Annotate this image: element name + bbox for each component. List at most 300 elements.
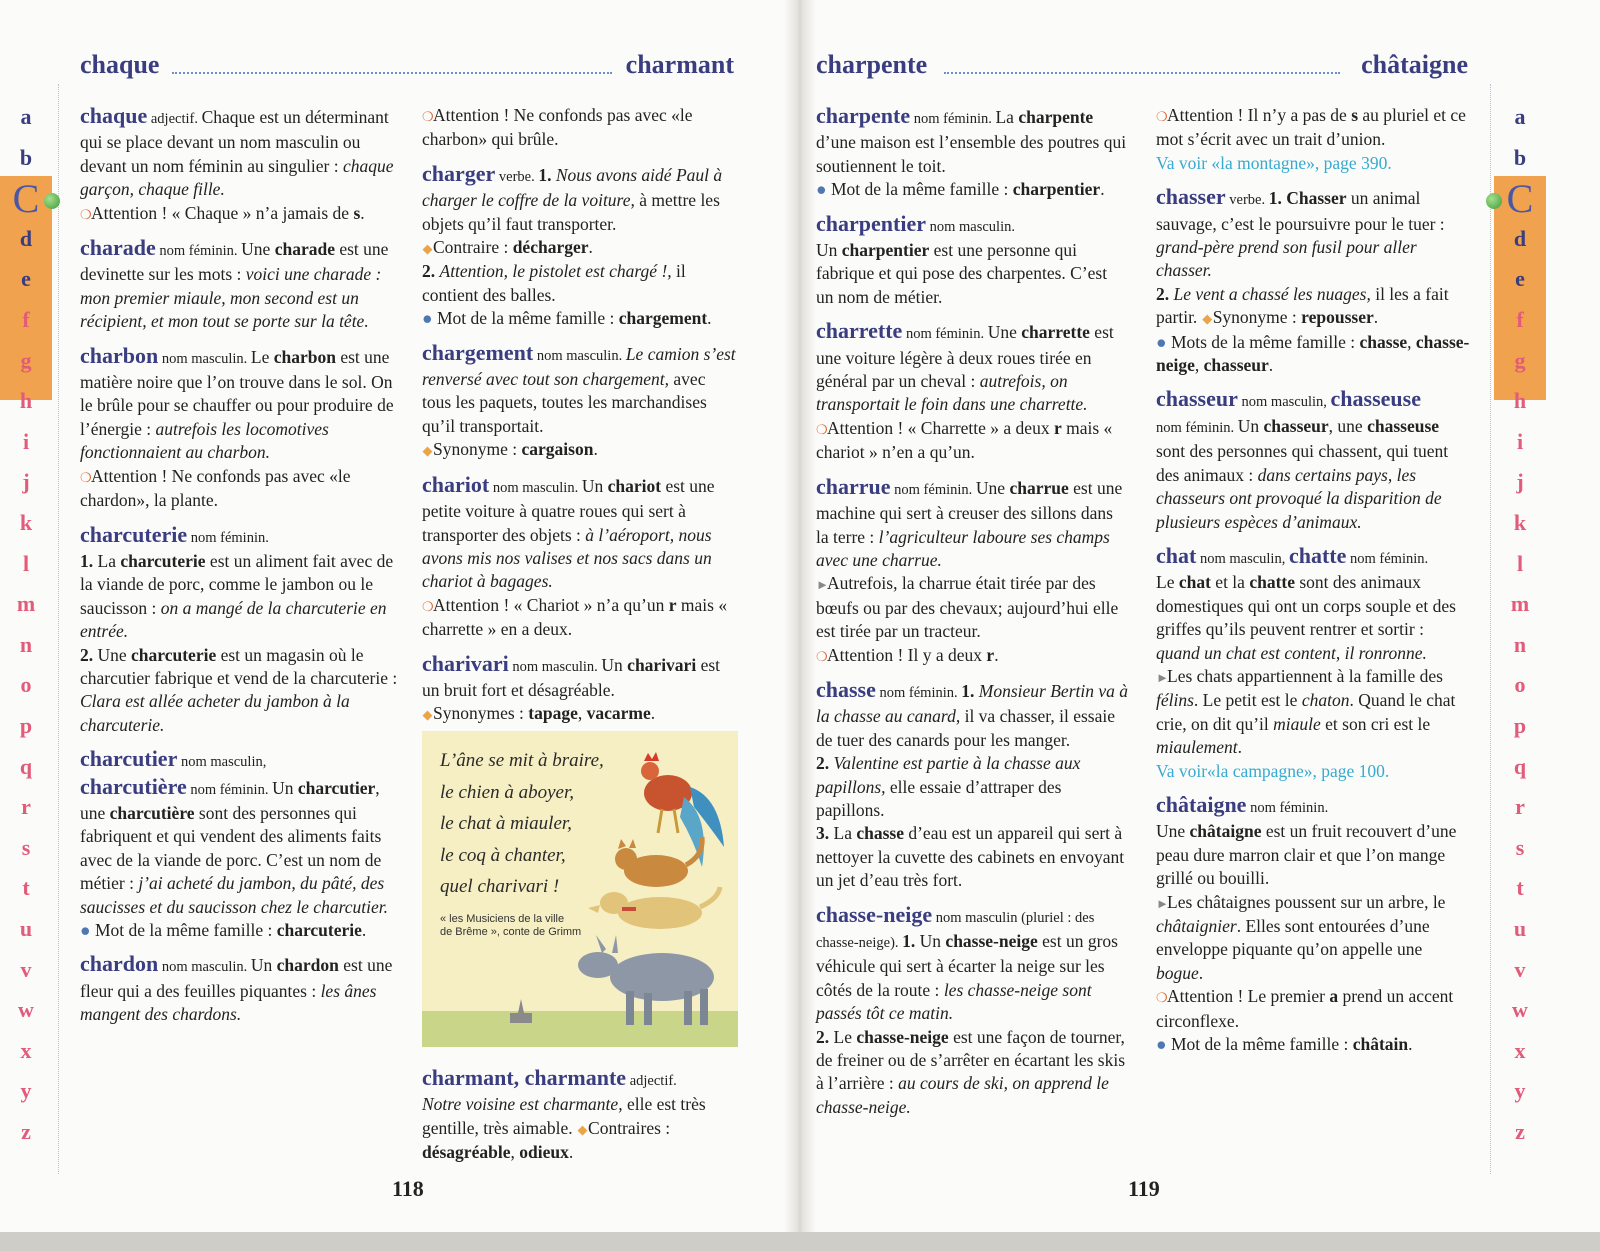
definition-text: à mettre les objets qu’il faut transporter. <box>422 190 720 234</box>
alphabet-letter-v[interactable]: v <box>20 956 32 982</box>
definition-text: Autrefois, la charrue était tirée par des bœufs ou par des chevaux; aujourd’hui elle est tirée par un tracteur. <box>816 573 1119 642</box>
definition-text: . <box>1237 737 1243 758</box>
definition-text: est une devinette sur les mots : <box>80 239 389 285</box>
synonym-icon: ◆ <box>422 443 433 459</box>
definition-text: d’une maison est l’ensemble des poutres qui soutiennent le toit. <box>816 132 1127 176</box>
dictionary-entry <box>1156 185 1472 377</box>
dictionary-entry <box>816 104 1128 202</box>
bold-term: charcuterie <box>120 550 206 571</box>
headword: chatte <box>1288 542 1347 568</box>
definition-text: Attention ! Il y a deux <box>827 644 987 665</box>
headword: charcutière <box>80 773 187 799</box>
page-number: 118 <box>392 1176 424 1201</box>
dictionary-entry <box>422 162 738 331</box>
alphabet-letter-a[interactable]: a <box>20 104 32 129</box>
definition-text: . <box>1268 355 1274 376</box>
alphabet-letter-i[interactable]: i <box>1516 428 1524 454</box>
info-icon: ► <box>816 577 829 593</box>
definition-text: Mot de la même famille : <box>432 308 619 329</box>
alphabet-letter-n[interactable]: n <box>19 631 33 657</box>
headword: chardon <box>80 951 159 977</box>
example: j’ai acheté du jambon, du pâté, des saucisses et du saucisson chez le charcutier. <box>80 873 388 917</box>
definition-text: mais « chariot » n’en a qu’un. <box>816 417 1113 463</box>
dictionary-entry <box>80 104 398 226</box>
definition-text: Un <box>581 475 608 496</box>
part-of-speech: nom féminin. <box>1156 419 1238 436</box>
headword: charmant <box>422 1065 514 1090</box>
part-of-speech: nom masculin. <box>508 658 602 675</box>
definition-text: Attention ! « Chariot » n’a qu’un <box>433 594 669 615</box>
alphabet-letter-c[interactable]: C <box>1506 176 1534 222</box>
definition-text: , <box>1407 331 1416 352</box>
poem-line: L’âne se mit à braire, <box>440 750 604 771</box>
sense-number: 1. <box>538 164 552 185</box>
alphabet-letter-o[interactable]: o <box>20 672 32 698</box>
dictionary-entry <box>422 652 738 727</box>
dictionary-entry <box>80 236 398 334</box>
alphabet-letter-f[interactable]: f <box>22 307 30 332</box>
bold-term: chasse <box>1359 331 1408 352</box>
bold-term: chatte <box>1249 572 1295 593</box>
definition-text: . <box>1373 307 1379 328</box>
definition-text: et la <box>1210 572 1250 593</box>
dictionary-entry <box>1156 104 1472 175</box>
family-icon: ● <box>1156 1034 1167 1055</box>
part-of-speech: nom masculin, <box>1196 550 1289 567</box>
definition-text: Attention ! « Chaque » n’a jamais de <box>91 202 354 223</box>
attention-icon: ❍ <box>80 469 92 485</box>
definition-text: Attention ! Il n’y a pas de <box>1167 105 1352 125</box>
poem-line: le coq à chanter, <box>440 844 566 866</box>
bold-term: a <box>1329 986 1339 1007</box>
definition-text: sont des animaux domestiques qui ont un corps souple et des griffes qu’ils peuvent rentrer et sortir : <box>1156 572 1456 640</box>
bold-term: charade <box>274 239 335 260</box>
headword: charmante <box>524 1065 627 1090</box>
definition-text: Un <box>250 955 277 976</box>
header-first-word: charpente <box>816 50 928 79</box>
bold-term: chasse-neige <box>1156 331 1470 376</box>
bold-term: charivari <box>627 654 697 675</box>
headword: charcutier <box>80 746 178 772</box>
right-page <box>816 0 1600 1232</box>
definition-text: Le <box>250 346 274 367</box>
bold-term: chasse-neige <box>856 1026 949 1047</box>
alphabet-letter-j[interactable]: j <box>22 469 30 495</box>
bold-term: repousser <box>1301 307 1374 328</box>
family-icon: ● <box>80 920 91 940</box>
poem-line: le chat à miauler, <box>440 813 572 835</box>
headword: chargement <box>422 339 534 365</box>
definition-text: est une fleur qui a des feuilles piquantes : <box>80 955 393 1001</box>
definition-text: elle essaie d’attraper des papillons. <box>816 776 1062 820</box>
alphabet-letter-w[interactable]: w <box>18 997 34 1023</box>
dictionary-entry <box>1156 544 1472 783</box>
alphabet-letter-i[interactable]: i <box>22 428 30 454</box>
part-of-speech: adjectif. <box>626 1073 677 1089</box>
dog-icon <box>588 887 720 929</box>
synonym-icon: ◆ <box>422 707 433 723</box>
example: chaton <box>1301 690 1350 711</box>
alphabet-letter-w[interactable]: w <box>1512 997 1528 1023</box>
definition-text: , une <box>1328 415 1368 436</box>
alphabet-letter-q[interactable]: q <box>1513 753 1527 779</box>
definition-text: et son cri est le <box>1320 713 1431 734</box>
definition-text: Contraire : <box>433 237 513 258</box>
bold-term: chasseuse <box>1367 415 1440 436</box>
alphabet-letter-u[interactable]: u <box>1513 916 1527 941</box>
sense-number: 2. <box>80 644 94 665</box>
definition-text: est une petite voiture à quatre roues qui sert à transporter des objets : <box>422 475 715 545</box>
headword: charrue <box>816 473 891 499</box>
headword: charbon <box>80 342 159 368</box>
alphabet-letter-y[interactable]: y <box>20 1078 32 1104</box>
definition-text: Les chats appartiennent à la famille des <box>1167 665 1443 686</box>
definition-text: est un aliment fait avec de la viande de porc, comme le jambon ou le saucisson : <box>80 550 394 618</box>
bold-term: chariot <box>607 475 662 496</box>
definition-text: Le <box>829 1026 857 1047</box>
alphabet-letter-a[interactable]: a <box>1514 104 1526 129</box>
alphabet-letter-n[interactable]: n <box>1513 631 1527 657</box>
attention-icon: ❍ <box>422 598 434 614</box>
bold-term: désagréable <box>422 1142 511 1163</box>
caption-line: de Brême », conte de Grimm <box>440 926 582 938</box>
bold-term: charrette <box>1021 322 1090 343</box>
definition-text: Attention ! Ne confonds pas avec «le charbon» qui brûle. <box>422 105 693 150</box>
margin-rule <box>1490 84 1491 1174</box>
family-icon: ● <box>816 179 827 200</box>
definition-text: Mot de la même famille : <box>826 179 1013 200</box>
alphabet-letter-z[interactable]: z <box>1515 1119 1525 1144</box>
bold-term: charpentier <box>841 240 930 261</box>
part-of-speech: nom féminin. <box>890 481 976 498</box>
bold-term: chargement <box>618 308 708 329</box>
alphabet-letter-t[interactable]: t <box>1516 875 1524 901</box>
headword: chasseuse <box>1330 386 1421 412</box>
definition-text: . <box>1408 1034 1413 1055</box>
dictionary-entry <box>80 344 398 513</box>
example: l’agriculteur laboure ses champs avec une charrue. <box>816 526 1110 570</box>
definition-text: Un <box>915 931 946 951</box>
alphabet-letter-f[interactable]: f <box>1516 307 1524 332</box>
bold-term: décharger <box>512 237 589 258</box>
definition-text: Chaque est un déterminant qui se place devant un nom masculin ou devant un nom féminin au singulier : <box>80 107 389 176</box>
definition-text: Un <box>601 654 628 675</box>
header-first-word: chaque <box>80 50 160 79</box>
definition-text: Attention ! Le premier <box>1167 986 1330 1007</box>
attention-icon: ❍ <box>1156 109 1168 124</box>
dictionary-entry <box>422 1066 738 1165</box>
definition-text: . <box>593 439 598 460</box>
column-left-2 <box>422 104 738 737</box>
example: les ânes mangent des chardons. <box>80 980 377 1025</box>
attention-icon: ❍ <box>422 109 434 124</box>
bold-term: charcuterie <box>131 644 217 665</box>
headword: chasse-neige <box>816 901 933 927</box>
definition-text: . <box>361 920 367 940</box>
bold-term: vacarme <box>586 703 651 724</box>
bold-term: chardon <box>276 955 339 976</box>
bold-term: chasseur <box>1203 355 1269 376</box>
column-right-2 <box>1156 104 1472 1066</box>
alphabet-letter-d[interactable]: d <box>1513 225 1527 251</box>
definition-text: . Quand le chat crie, on dit qu’il <box>1156 690 1456 734</box>
headword: chariot <box>422 471 490 497</box>
dictionary-entry <box>422 341 738 463</box>
example: Attention, le pistolet est chargé !, <box>439 261 672 282</box>
bold-term: charpentier <box>1012 179 1101 200</box>
definition-text: , <box>577 703 587 724</box>
definition-text: Contraires : <box>588 1117 671 1138</box>
alphabet-letter-v[interactable]: v <box>1514 956 1526 982</box>
left-page <box>0 0 784 1232</box>
bold-term: charrue <box>1009 477 1069 498</box>
example: Notre voisine est charmante, <box>422 1094 623 1115</box>
part-of-speech: adjectif. <box>147 111 202 127</box>
alphabet-letter-q[interactable]: q <box>19 753 33 779</box>
bold-term: r <box>1053 417 1062 438</box>
page-bottom-edge <box>0 1232 1600 1251</box>
example: félins <box>1156 690 1194 711</box>
alphabet-letter-b[interactable]: b <box>1513 144 1527 170</box>
see-also-link[interactable]: Va voir«la campagne», page 100. <box>1156 760 1390 781</box>
headword: chaque <box>80 103 148 128</box>
definition-text: Synonyme : <box>1212 307 1302 328</box>
example: Valentine est partie à la chasse aux papillons, <box>816 753 1081 797</box>
column-left-1 <box>80 104 398 1037</box>
part-of-speech: nom féminin. <box>187 529 269 546</box>
running-header <box>816 50 1468 86</box>
info-icon: ► <box>1156 895 1169 911</box>
definition-text: mais « charrette » en a deux. <box>422 594 728 640</box>
part-of-speech: nom féminin. <box>186 781 273 798</box>
alphabet-letter-g[interactable]: g <box>20 347 32 373</box>
alphabet-letter-s[interactable]: s <box>21 834 31 860</box>
animals-drawing <box>422 731 738 1047</box>
definition-text: La <box>995 107 1019 127</box>
attention-icon: ❍ <box>80 206 92 222</box>
headword: chasse <box>816 676 876 702</box>
definition-text: La <box>93 550 121 571</box>
part-of-speech: nom masculin, <box>177 754 267 771</box>
example: grand-père prend son fusil pour aller chasser. <box>1156 237 1417 281</box>
bold-term: r <box>986 644 995 665</box>
example: Nous avons aidé Paul à charger le coffre de la voiture, <box>422 164 723 211</box>
bold-term: charpente <box>1018 107 1094 127</box>
dictionary-entry <box>1156 387 1472 533</box>
definition-text: . <box>360 202 365 223</box>
part-of-speech: nom masculin (pluriel : des chasse-neige). <box>816 909 1095 951</box>
definition-text: Attention ! Ne confonds pas avec «le chardon», la plante. <box>80 465 351 511</box>
definition-text: prend un accent circonflexe. <box>1156 986 1454 1031</box>
definition-text: . <box>568 1142 574 1163</box>
definition-text: , <box>510 1142 520 1163</box>
part-of-speech: nom masculin. <box>158 350 251 367</box>
example: châtaignier <box>1156 916 1237 936</box>
definition-text: La <box>829 823 857 844</box>
definition-text: . <box>1100 179 1105 200</box>
example: Le vent a chassé les nuages, <box>1173 283 1371 304</box>
part-of-speech: nom féminin. <box>1346 550 1429 567</box>
alphabet-letter-j[interactable]: j <box>1516 469 1524 495</box>
alphabet-letter-g[interactable]: g <box>1514 347 1526 373</box>
family-icon: ● <box>422 308 433 329</box>
definition-text: Une <box>241 239 275 260</box>
alphabet-letter-h[interactable]: h <box>19 388 33 414</box>
definition-text: Mot de la même famille : <box>1166 1034 1353 1055</box>
alphabet-letter-x[interactable]: x <box>1514 1037 1526 1063</box>
definition-text: il les a fait partir. <box>1156 283 1449 328</box>
bold-term: chasseur <box>1263 415 1329 436</box>
example: autrefois, on transportait le foin dans une charrette. <box>816 371 1088 415</box>
definition-text: . Elles sont entourées d’une enveloppe piquante qu’on appelle une <box>1156 916 1430 960</box>
definition-text: est un bruit fort et désagréable. <box>422 654 721 700</box>
definition-text: au pluriel et ce mot s’écrit avec un trait d’union. <box>1156 105 1466 150</box>
alphabet-letter-b[interactable]: b <box>19 144 33 170</box>
definition-text: est un magasin où le charcutier fabrique et vend de la charcuterie : <box>80 644 398 688</box>
headword: chat <box>1156 542 1197 568</box>
info-icon: ► <box>1156 669 1169 685</box>
example: Monsieur Bertin va à la chasse au canard, <box>816 680 1128 727</box>
column-left-2-bottom <box>422 1066 738 1175</box>
sense-number: 2. <box>816 1026 830 1047</box>
headword: charcuterie <box>80 521 188 547</box>
definition-text: est une matière noire que l’on trouve dans le sol. On le brûle pour se chauffer ou pour produire de l’énergie : <box>80 346 394 439</box>
synonym-icon: ◆ <box>1202 311 1213 327</box>
part-of-speech: nom féminin. <box>902 326 988 343</box>
example: à l’aéroport, nous avons mis nos valises et nos sacs dans un chariot à bagages. <box>422 524 712 592</box>
example: Clara est allée acheter du jambon à la charcuterie. <box>80 691 350 735</box>
alphabet-letter-p[interactable]: p <box>1513 713 1527 738</box>
example: bogue <box>1156 962 1199 983</box>
alphabet-letter-m[interactable]: m <box>16 591 36 617</box>
definition-text: est une personne qui fabrique et qui pose des charpentes. C’est un nom de métier. <box>816 240 1108 307</box>
definition-text: Une <box>987 322 1022 343</box>
definition-text: Une <box>975 477 1010 498</box>
alphabet-letter-p[interactable]: p <box>19 713 33 738</box>
book-gutter <box>784 0 816 1251</box>
definition-text: Un <box>816 240 842 261</box>
alphabet-letter-r[interactable]: r <box>1515 794 1525 820</box>
alphabet-letter-l[interactable]: l <box>1516 550 1524 576</box>
part-of-speech: nom masculin, <box>1237 394 1331 411</box>
definition-text: . <box>1198 962 1204 983</box>
alphabet-letter-e[interactable]: e <box>1515 266 1525 292</box>
attention-icon: ❍ <box>1156 990 1168 1006</box>
attention-icon: ❍ <box>816 648 828 664</box>
alphabet-letter-o[interactable]: o <box>1514 672 1526 698</box>
dictionary-entry <box>1156 793 1472 1056</box>
part-of-speech: nom féminin. <box>910 111 996 127</box>
definition-text: Une <box>93 644 132 665</box>
alphabet-letter-s[interactable]: s <box>1515 834 1525 860</box>
headword: charpentier <box>816 210 926 236</box>
sense-number: 3. <box>816 823 830 844</box>
synonym-icon: ◆ <box>422 241 433 257</box>
part-of-speech: nom masculin. <box>925 218 1015 235</box>
running-header <box>80 50 736 86</box>
bold-term: chat <box>1178 572 1211 593</box>
headword: chasser <box>1156 184 1226 210</box>
headword: charade <box>80 235 156 261</box>
definition-text: Une <box>1156 821 1190 842</box>
alphabet-letter-e[interactable]: e <box>21 266 31 292</box>
alphabet-letter-k[interactable]: k <box>1513 510 1527 535</box>
dictionary-entry <box>422 104 738 152</box>
headword: châtaigne <box>1156 791 1247 817</box>
alphabet-letter-m[interactable]: m <box>1510 591 1530 617</box>
page-number: 119 <box>1128 1176 1160 1201</box>
alphabet-letter-y[interactable]: y <box>1514 1078 1526 1104</box>
see-also-link[interactable]: Va voir «la montagne», page 390. <box>1156 152 1392 173</box>
sense-number: 1. <box>902 931 916 951</box>
header-rule <box>944 72 1340 74</box>
alphabet-letter-t[interactable]: t <box>22 875 30 901</box>
dictionary-entry <box>816 212 1128 310</box>
bold-term: s <box>353 202 361 223</box>
definition-text: avec tous les paquets, toutes les marchandises qu’il transportait. <box>422 369 707 436</box>
example: autrefois les locomotives fonctionnaient au charbon. <box>80 418 329 463</box>
sense-number: 1. <box>80 550 94 571</box>
bold-term: r <box>668 594 677 615</box>
dictionary-entry <box>80 747 398 942</box>
definition-text: un animal sauvage, c’est le poursuivre pour le tuer : <box>1156 188 1445 234</box>
header-last-word: châtaigne <box>1361 50 1468 79</box>
alphabet-letter-c[interactable]: C <box>12 176 40 222</box>
definition-text: est un gros véhicule qui sert à écarter la neige sur les côtés de la route : <box>816 931 1118 1000</box>
header-rule <box>172 72 612 74</box>
alphabet-letter-d[interactable]: d <box>19 225 33 251</box>
definition-text: Mots de la même famille : <box>1166 331 1360 352</box>
poem-line: le chien à aboyer, <box>440 781 575 803</box>
alphabet-letter-l[interactable]: l <box>22 550 30 576</box>
bold-term: odieux <box>519 1142 569 1163</box>
sense-number: 2. <box>422 261 436 282</box>
definition-text: Le <box>1156 572 1179 593</box>
headword: charrette <box>816 318 903 344</box>
definition-text: Un <box>272 777 298 798</box>
alphabet-letter-z[interactable]: z <box>21 1119 31 1144</box>
definition-text: Les châtaignes poussent sur un arbre, le <box>1167 891 1446 912</box>
definition-text: il contient des balles. <box>422 261 686 305</box>
sense-number: 2. <box>1156 283 1170 304</box>
example: au cours de ski, on apprend le chasse-neige. <box>816 1073 1109 1117</box>
definition-text: . <box>650 703 656 724</box>
example: on a mangé de la charcuterie en entrée. <box>80 597 387 642</box>
alphabet-letter-x[interactable]: x <box>20 1037 32 1063</box>
definition-text: il va chasser, il essaie de tuer des canards pour les manger. <box>816 706 1116 750</box>
dictionary-entry <box>816 678 1128 893</box>
definition-text: Un <box>1237 415 1264 436</box>
part-of-speech: verbe. <box>1225 192 1269 209</box>
sense-number: 1. <box>961 680 975 701</box>
definition-text: . <box>707 308 712 329</box>
alphabet-letter-h[interactable]: h <box>1513 388 1527 414</box>
part-of-speech: nom féminin. <box>875 684 962 701</box>
alphabet-letter-u[interactable]: u <box>19 916 33 941</box>
bold-term: châtain <box>1352 1034 1409 1055</box>
dictionary-entry <box>422 473 738 642</box>
example: dans certains pays, les chasseurs ont provoqué la disparition de plusieurs espèces d’animaux. <box>1156 464 1442 532</box>
definition-text: sont des personnes qui fabriquent et qui vendent des aliments faits avec de la viande de porc. C’est un nom de métier : <box>80 802 382 894</box>
poem-line: quel charivari ! <box>440 876 560 898</box>
alphabet-letter-k[interactable]: k <box>19 510 33 535</box>
alphabet-letter-r[interactable]: r <box>21 794 31 820</box>
dictionary-entry <box>80 523 398 738</box>
definition-text: Synonyme : <box>433 439 522 460</box>
bold-term: cargaison <box>521 439 594 460</box>
bold-term: chasse <box>856 823 904 844</box>
part-of-speech: nom masculin. <box>533 347 626 364</box>
